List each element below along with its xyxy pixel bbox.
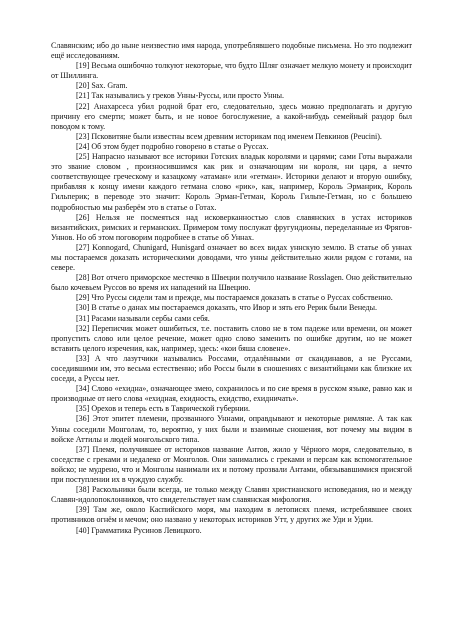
footnote-39: [39] Там же, около Каспийского моря, мы находим в летописях племя, истреблявшее своих противников огнём и мечом; оно названо у некоторых историков Утт, у других же Уди и Удии. xyxy=(51,505,412,525)
footnote-24: [24] Об этом будет подробно говорено в статье о Руссах. xyxy=(76,141,269,151)
footnote-26: [26] Нельзя не посмеяться над исковерканностью слов славянских в устах историков византийских, римских и германских. Примером тому послужат фругундионы, переделанные из Фрягов-Уннов. Но об этом поговорим подробнее в статье об Уннах. xyxy=(51,212,412,242)
footnote-40: [40] Грамматика Русинов Левицкого. xyxy=(76,525,202,535)
footnote-34: [34] Слово «ехидна», означающее змею, сохранилось и по сие время в русском языке, равно как и производные от него слова «ехидная, ехидность, ехидство, ехидничать». xyxy=(51,384,412,404)
footnote-38: [38] Раскольники были всегда, не только между Славян христианского исповедания, но и между Славян-идолопоклонников, что свидетельствует нам славянская мифология. xyxy=(51,485,412,505)
paragraph-continuation: Славянским; ибо до ныне неизвестно имя народа, употреблявшего подобные письмена. Но это подлежит ещё исследованиям. xyxy=(51,41,412,61)
footnote-32: [32] Переписчик может ошибиться, т.е. поставить слово не в том падеже или времени, он может пропустить слово или целое речение, может одно слово заменить по ошибке другим, но не может вставить целого изречения, как, например, здесь: «кои бяша словене». xyxy=(51,323,412,353)
footnotes-text-block xyxy=(51,41,412,536)
footnote-37: [37] Племя, получившее от историков название Антов, жило у Чёрного моря, следовательно, в соседстве с греками и недалеко от Монголов. Они занимались с греками и персам как вспомогательное войско; не мудрено, что и Монголы нанимали их и потому прозвали Антами, обязывавшимися присягой при поступлении их в чуждую службу. xyxy=(51,444,412,485)
footnote-19: [19] Весьма ошибочно толкуют некоторые, что будто Шляг означает мелкую монету и происходит от Шиллинга. xyxy=(51,61,412,81)
footnote-25: [25] Напрасно называют все историки Готских владык королями и царями; сами Готы выражали это звание словом , произносившимся как рик и означающим ни короля, ни царя, а нечто соответствующее греческому и казацкому «атаман» или «гетман». Историки делают и вторую ошибку, прибавляя к концу имени каждого гетмана слово «рик», как, например, Король Эрманрик, Король Гильперик; в переводе это значит: Король Эрман-Гетман, Король Гильпе-Гетман, но с большею подробностью мы разберём это в статье о Готах. xyxy=(51,152,412,212)
footnote-28: [28] Вот отчего приморское местечко в Швеции получило название Rosslagen. Оно действительно было кочевьем Руссов во время их нападений на Швецию. xyxy=(51,273,412,293)
footnote-29: [29] Что Руссы сидели там и прежде, мы постараемся доказать в статье о Руссах собственно. xyxy=(76,293,393,303)
footnote-33: [33] А что лазутчики назывались Россами, отдалёнными от скандинавов, а не Руссами, соседившими им, это весьма естественно; ибо Россы были в сношениях с византийцами как близкие их соседи, а Руссы нет. xyxy=(51,353,412,384)
footnote-31: [31] Расами называли сербы сами себя. xyxy=(76,313,210,323)
footnote-35: [35] Орехов и теперь есть в Таврической губернии. xyxy=(76,404,250,414)
footnote-21: [21] Так назывались у греков Унны-Руссы, или просто Унны. xyxy=(76,91,285,101)
footnote-22: [22] Анахарсеса убил родной брат его, следовательно, здесь можно предполагать и другую причину его смерти; может быть, и не новое богослужение, а какой-нибудь семейный раздор был поводом к тому. xyxy=(51,101,412,131)
footnote-36: [36] Этот эпитет племени, прозванного Уннами, оправдывают и некоторые римляне. А так как Унны соседили Монголам, то, вероятно, у них были и взаимные сношения, вот почему мы видим в войске Аттилы и людей монгольского типа. xyxy=(51,414,412,444)
footnote-20: [20] Sax. Gram. xyxy=(76,81,128,91)
footnote-27: [27] Konnogard, Chunigard, Hunisgard означает во всех видах уннскую землю. В статье об уннах мы постараемся доказать историческими доводами, что унны действительно жили рядом с готами, на севере. xyxy=(51,242,412,273)
footnote-30: [30] В статье о данах мы постараемся доказать, что Ивор и зять его Рерик были Венеды. xyxy=(76,303,377,313)
footnote-23: [23] Псковитяне были известны всем древним историкам под именем Певкинов (Peucini). xyxy=(76,131,382,141)
